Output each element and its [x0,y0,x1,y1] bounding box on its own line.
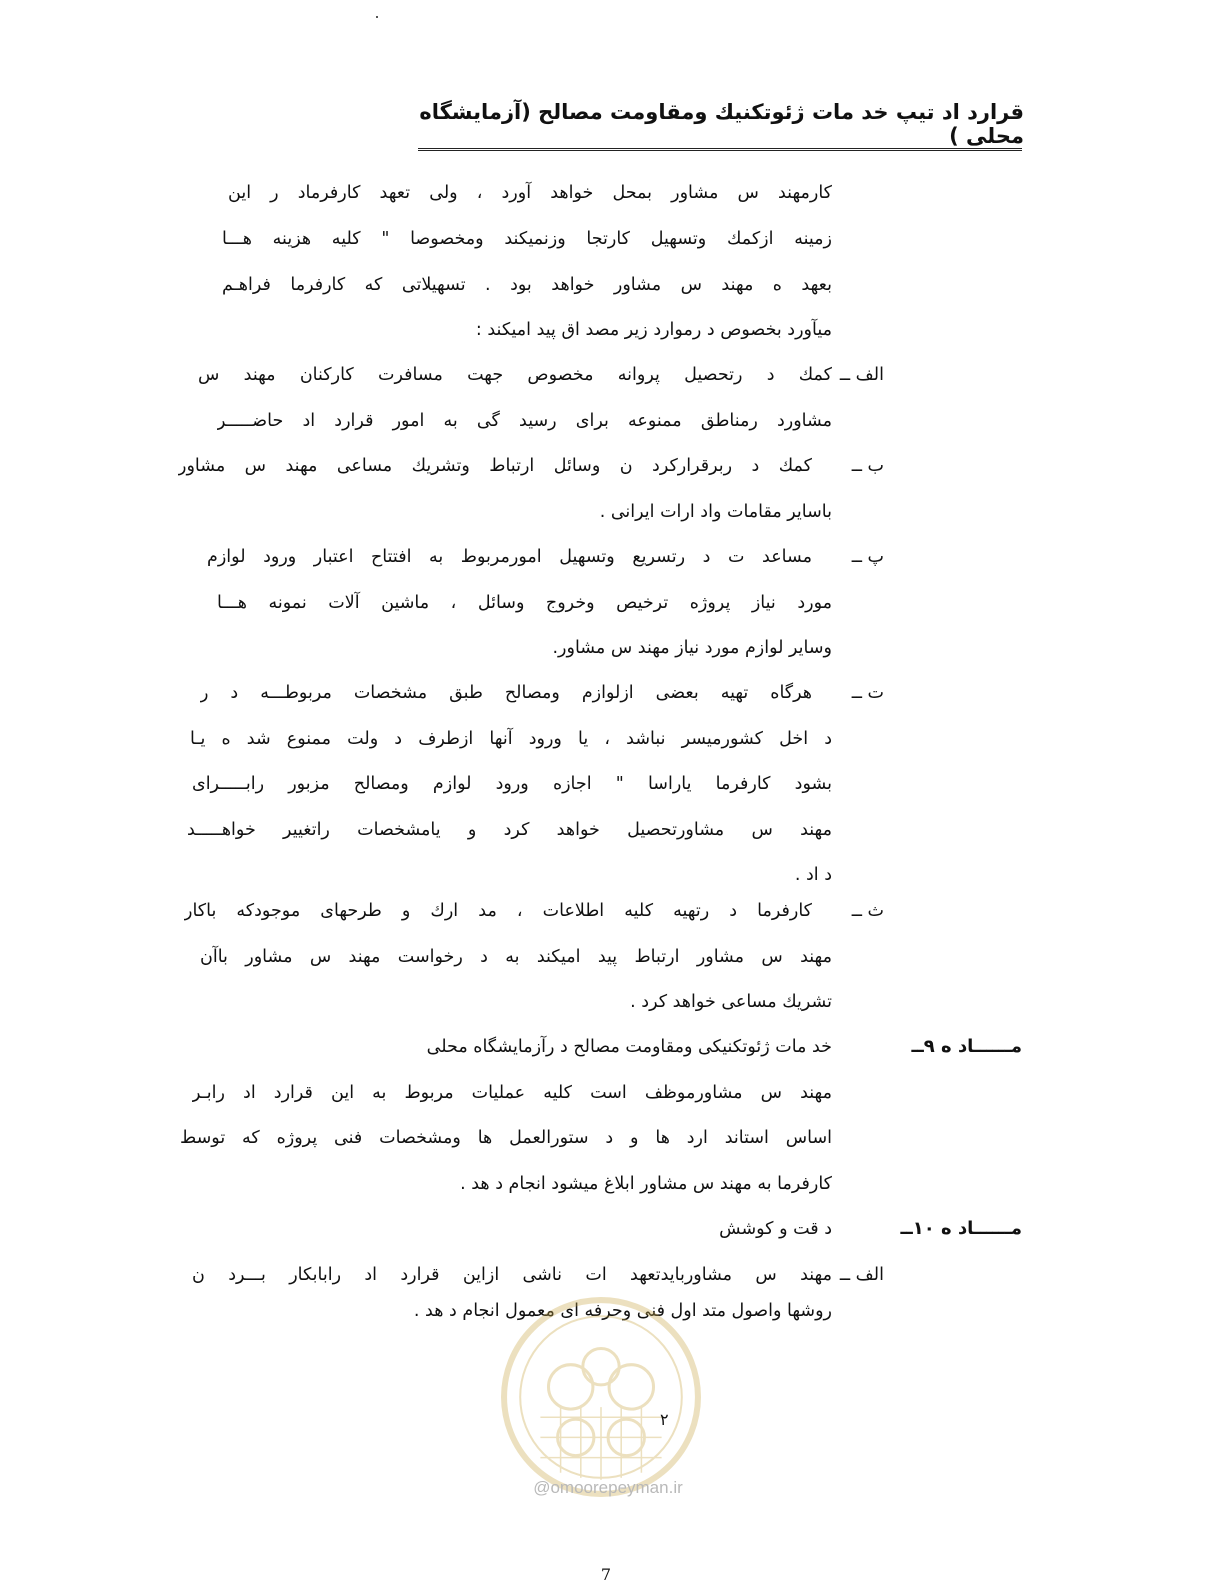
scan-speck [376,16,378,18]
clause-alef-line-1: کمك د رتحصیل پروانه مخصوص جهت مسافرت کارکنان مهند س [198,365,832,385]
article-10-line-2: روشها واصول متد اول فنی وحرفه ای معمول انجام د هد . [413,1301,832,1321]
body-line-3: بعهد ه مهند س مشاور خواهد بود . تسهیلاتی که کارفرما فراهـم [222,275,832,295]
article-10-title: د قت و کوشش [719,1219,832,1239]
article-9-label: مــــــاد ه ۹ــ [911,1036,1022,1057]
clause-se-line-2: مهند س مشاور ارتباط پید امیکند به د رخواست مهند س مشاور باآن [200,947,832,967]
clause-pe-line-2: مورد نیاز پروژه ترخیص وخروج وسائل ، ماشین آلات نمونه هـــا [217,593,832,613]
clause-te-line-1: هرگاه تهیه بعضی ازلوازم ومصالح طبق مشخصات مربوطـــه د ر [200,683,812,703]
watermark-text: @omoorepeyman.ir [533,1478,683,1497]
clause-pe-line-1: مساعد ت د رتسریع وتسهیل امورمربوط به افتتاح اعتبار ورود لوازم [207,547,812,567]
clause-te-line-3: بشود کارفرما یاراسا " اجازه ورود لوازم ومصالح مزبور رابـــــرای [192,774,832,794]
article-10-line-1: مهند س مشاوربایدتعهد ات ناشی ازاین قرارد اد رابابکار بـــرد ن [192,1265,832,1285]
article-10-clause-alef-label: الف ــ [839,1265,884,1285]
clause-te-line-5: د اد . [794,865,832,885]
clause-alef-line-2: مشاورد رمناطق ممنوعه برای رسید گی به امور قرارد اد حاضـــــر [217,411,832,431]
clause-be-line-1: کمك د ربرقرارکرد ن وسائل ارتباط وتشریك مساعی مهند س مشاور [178,456,812,476]
article-9-line-1: مهند س مشاورموظف است کلیه عملیات مربوط به این قرارد اد رابـر [192,1083,832,1103]
body-line-2: زمینه ازکمك وتسهیل کارتجا وزنمیکند ومخصوصا " کلیه هزینه هـــا [222,229,832,249]
article-9-title: خد مات ژئوتکنیکی ومقاومت مصالح د رآزمایشگاه محلی [426,1037,832,1057]
article-10-label: مــــــاد ه ۱۰ــ [900,1218,1022,1239]
clause-se-line-1: کارفرما د رتهیه کلیه اطلاعات ، مد ارك و طرحهای موجودکه باکار [184,901,812,921]
stamp-number: ۲ [660,1410,669,1429]
clause-te-label: ت ــ [851,683,884,703]
clause-pe-label: پ ــ [851,547,884,567]
page-number: 7 [600,1565,612,1584]
body-line-1: کارمهند س مشاور بمحل خواهد آورد ، ولی تعهد کارفرماد ر این [228,183,832,203]
seal-emblem [500,1296,702,1498]
clause-pe-line-3: وسایر لوازم مورد نیاز مهند س مشاور. [552,638,832,658]
clause-be-line-2: باسایر مقامات واد ارات ایرانی . [599,502,832,522]
clause-se-label: ث ــ [851,901,884,921]
body-line-4: میآورد بخصوص د رموارد زیر مصد اق پید امیکند : [475,320,832,340]
clause-alef-label: الف ــ [839,365,884,385]
article-9-line-3: کارفرما به مهند س مشاور ابلاغ میشود انجام د هد . [460,1174,832,1194]
clause-se-line-3: تشریك مساعی خواهد کرد . [630,992,832,1012]
article-9-line-2: اساس استاند ارد ها و د ستورالعمل ها ومشخصات فنی پروژه که توسط [180,1128,832,1148]
clause-te-line-4: مهند س مشاورتحصیل خواهد کرد و یامشخصات راتغییر خواهـــــد [187,820,832,840]
clause-be-label: ب ــ [851,456,884,476]
clause-te-line-2: د اخل کشورمیسر نباشد ، یا ورود آنها ازطرف د ولت ممنوع شد ه یـا [190,729,832,749]
header-rule [418,148,1022,151]
page-header-title: قرارد اد تیپ خد مات ژئوتکنیك ومقاومت مصالح (آزمایشگاه محلی ) [419,100,1024,148]
